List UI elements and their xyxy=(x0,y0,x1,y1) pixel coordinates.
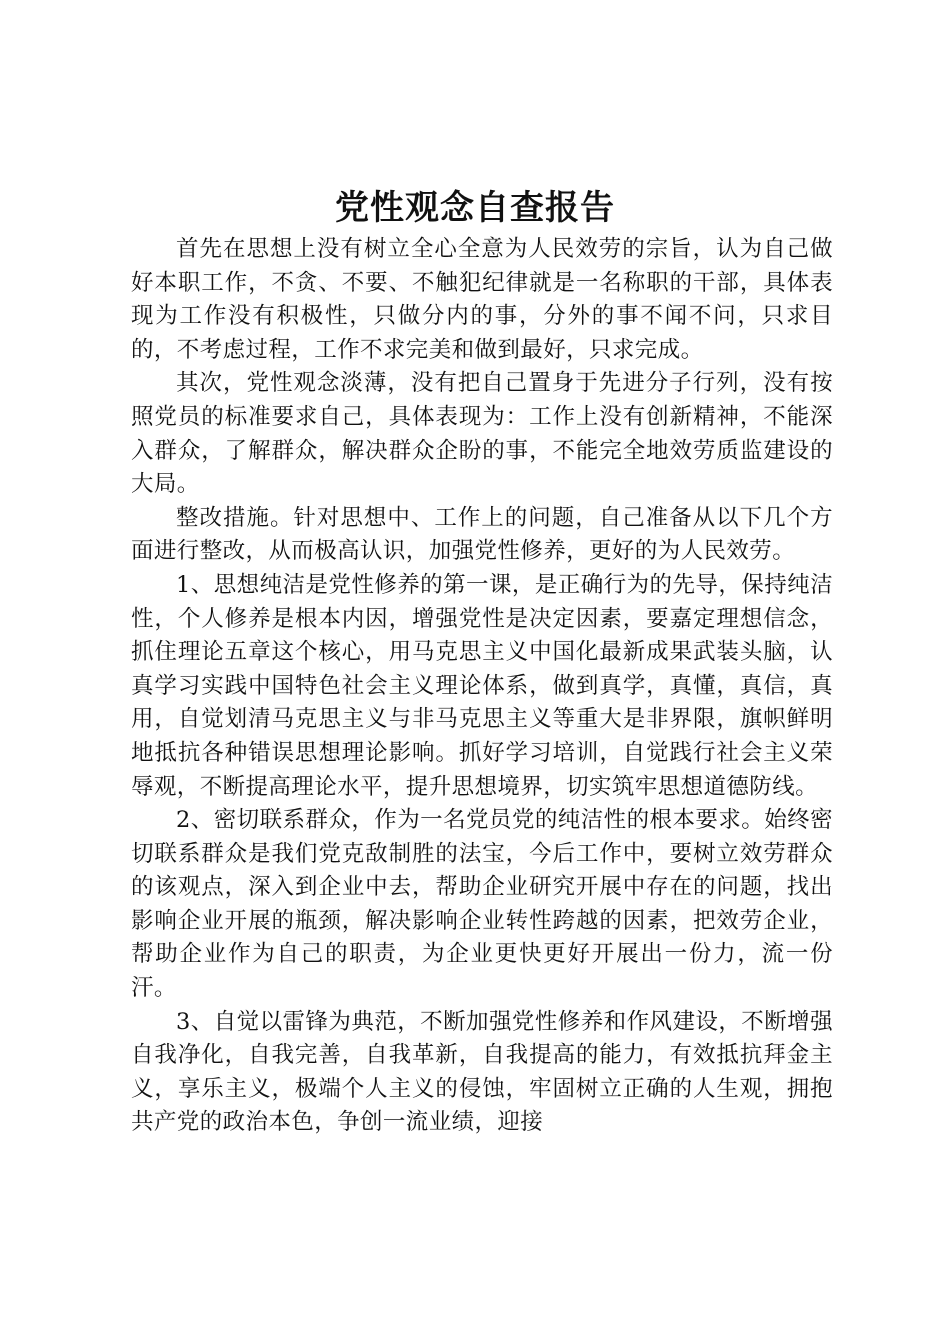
document-title: 党性观念自查报告 xyxy=(335,188,615,228)
document-body xyxy=(131,233,833,1140)
paragraph-item-1: 1、思想纯洁是党性修养的第一课，是正确行为的先导，保持纯洁性，个人修养是根本内因，增强党性是决定因素，要嘉定理想信念，抓住理论五章这个核心，用马克思主义中国化最新成果武装头脑，认真学习实践中国特色社会主义理论体系，做到真学，真懂，真信，真用，自觉划清马克思主义与非马克思主义等重大是非界限，旗帜鲜明地抵抗各种错误思想理论影响。抓好学习培训，自觉践行社会主义荣辱观，不断提高理论水平，提升思想境界，切实筑牢思想道德防线。 xyxy=(131,571,833,800)
paragraph-intro: 首先在思想上没有树立全心全意为人民效劳的宗旨，认为自己做好本职工作，不贪、不要、不触犯纪律就是一名称职的干部，具体表现为工作没有积极性，只做分内的事，分外的事不闻不问，只求目的，不考虑过程，工作不求完美和做到最好，只求完成。 xyxy=(131,236,833,363)
paragraph-item-2: 2、密切联系群众，作为一名党员党的纯洁性的根本要求。始终密切联系群众是我们党克敌制胜的法宝，今后工作中，要树立效劳群众的该观点，深入到企业中去，帮助企业研究开展中存在的问题，找出影响企业开展的瓶颈，解决影响企业转性跨越的因素，把效劳企业，帮助企业作为自己的职责，为企业更快更好开展出一份力，流一份汗。 xyxy=(131,807,833,1002)
paragraph-second: 其次，党性观念淡薄，没有把自己置身于先进分子行列，没有按照党员的标准要求自己，具体表现为：工作上没有创新精神，不能深入群众，了解群众，解决群众企盼的事，不能完全地效劳质监建设的大局。 xyxy=(131,370,833,498)
paragraph-item-3: 3、自觉以雷锋为典范，不断加强党性修养和作风建设，不断增强自我净化，自我完善，自我革新，自我提高的能力，有效抵抗拜金主义，享乐主义，极端个人主义的侵蚀，牢固树立正确的人生观，拥抱共产党的政治本色，争创一流业绩，迎接 xyxy=(131,1008,833,1136)
paragraph-measures: 整改措施。针对思想中、工作上的问题，自己准备从以下几个方面进行整改，从而极高认识，加强党性修养，更好的为人民效劳。 xyxy=(131,504,833,565)
